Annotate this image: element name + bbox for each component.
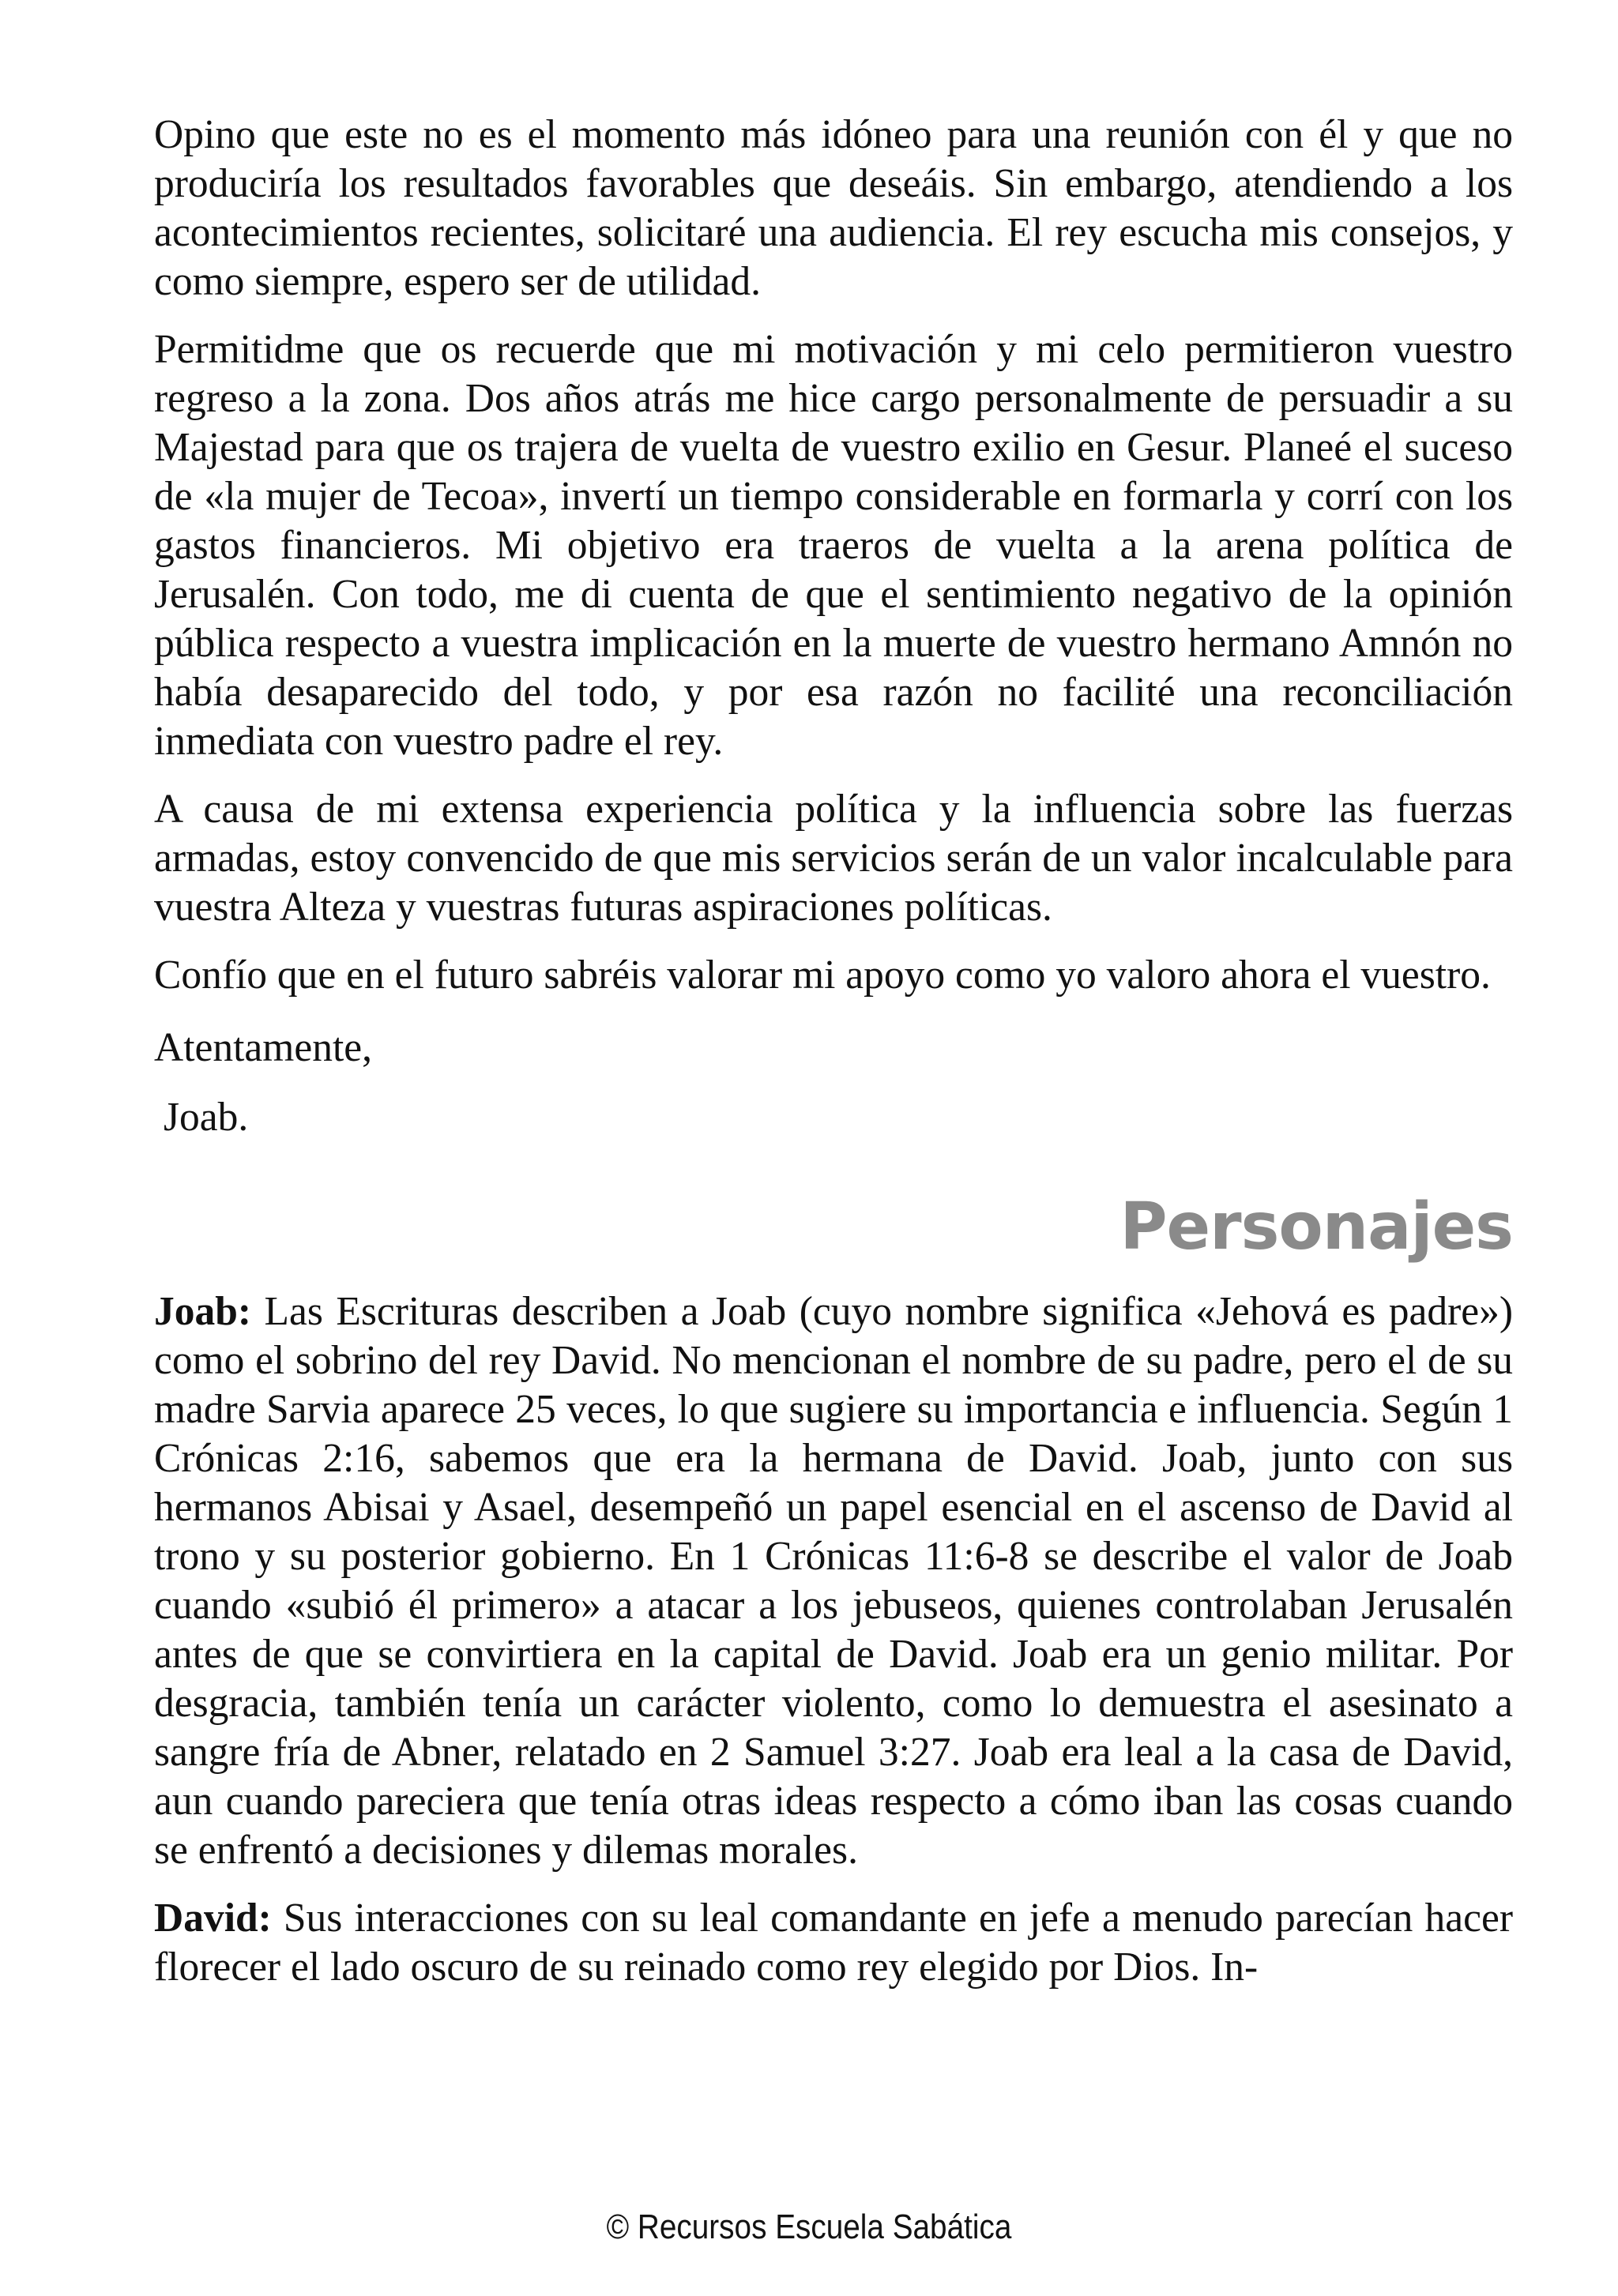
page-footer: © Recursos Escuela Sabática (606, 2208, 1012, 2246)
character-entry-joab (154, 1287, 1513, 1875)
character-description: Las Escrituras describen a Joab (cuyo nombre significa «Jehová es padre») como el sobrino del rey David. No mencionan el nombre de su padre, pero el de su madre Sarvia aparece 25 veces, lo que sugiere su importancia e influencia. Según 1 Crónicas 2:16, sabemos que era la hermana de David. Joab, junto con sus hermanos Abisai y Asael, desempeñó un papel esencial en el ascenso de David al trono y su posterior gobierno. En 1 Crónicas 11:6-8 se describe el valor de Joab cuando «subió él primero» a atacar a los jebuseos, quienes controlaban Jerusalén antes de que se convirtiera en la capital de David. Joab era un genio militar. Por desgracia, también tenía un carácter violento, como lo demuestra el asesinato a sangre fría de Abner, relatado en 2 Samuel 3:27. Joab era leal a la casa de David, aun cuando pareciera que tenía otras ideas respecto a cómo iban las cosas cuando se enfrentó a decisiones y dilemas morales. (154, 1289, 1513, 1873)
character-term: David: (154, 1896, 272, 1941)
character-term: Joab: (154, 1289, 252, 1334)
letter-paragraph: A causa de mi extensa experiencia política y la influencia sobre las fuerzas armadas, estoy convencido de que mis servicios serán de un valor incalculable para vuestra Alteza y vuestras futuras aspiraciones políticas. (154, 787, 1513, 930)
letter-signature: Joab. (164, 1095, 249, 1140)
letter-paragraph: Confío que en el futuro sabréis valorar mi apoyo como yo valoro ahora el vuestro. (154, 953, 1491, 998)
character-entry-david (154, 1894, 1513, 1992)
section-title: Personajes (1119, 1189, 1513, 1264)
letter-paragraph: Permitidme que os recuerde que mi motivación y mi celo permitieron vuestro regreso a la zona. Dos años atrás me hice cargo personalmente de persuadir a su Majestad para que os trajera de vuelta de vuestro exilio en Gesur. Planeé el suceso de «la mujer de Tecoa», invertí un tiempo considerable en formarla y corrí con los gastos financieros. Mi objetivo era traeros de vuelta a la arena política de Jerusalén. Con todo, me di cuenta de que el sentimiento negativo de la opinión pública respecto a vuestra implicación en la muerte de vuestro hermano Amnón no había desaparecido del todo, y por esa razón no facilité una reconciliación inmediata con vuestro padre el rey. (154, 327, 1513, 764)
character-description: Sus interacciones con su leal comandante en jefe a menudo parecían hacer florecer el lado oscuro de su reinado como rey elegido por Dios. In- (154, 1896, 1513, 1990)
letter-closing: Atentamente, (154, 1025, 372, 1070)
page-body (154, 111, 1513, 2011)
letter-paragraph: Opino que este no es el momento más idóneo para una reunión con él y que no produciría los resultados favorables que deseáis. Sin embargo, atendiendo a los acontecimientos recientes, solicitaré una audiencia. El rey escucha mis consejos, y como siempre, espero ser de utilidad. (154, 112, 1513, 304)
